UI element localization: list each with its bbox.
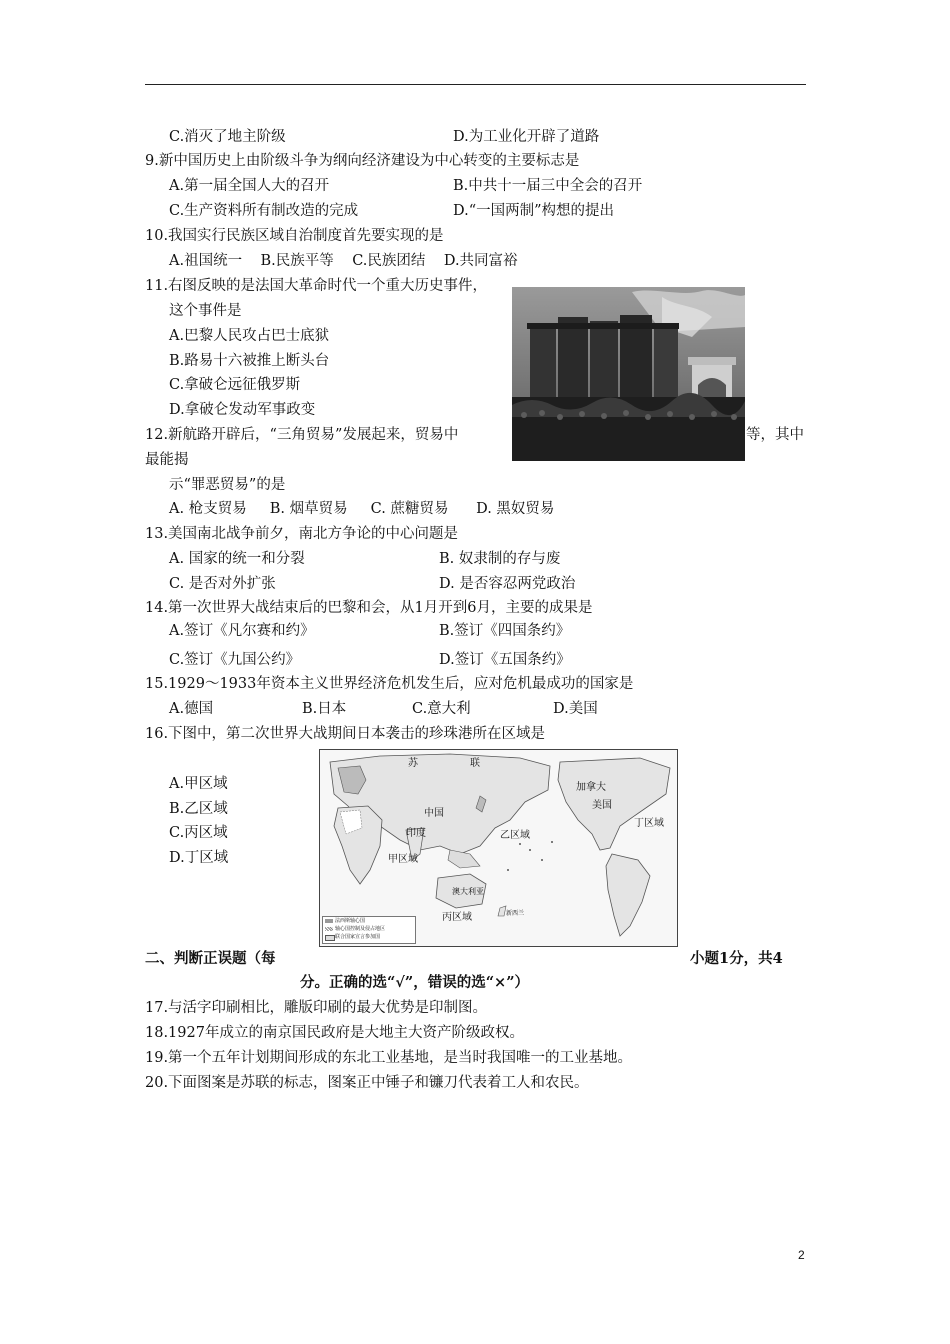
q14-option-c: C.签订《九国公约》 (169, 652, 301, 668)
map-label-ding: 丁区域 (634, 818, 664, 829)
q9-stem: 9.新中国历史上由阶级斗争为纲向经济建设为中心转变的主要标志是 (145, 153, 580, 169)
q9-option-c: C.生产资料所有制改造的完成 (169, 203, 359, 219)
q10-stem: 10.我国实行民族区域自治制度首先要实现的是 (145, 228, 444, 244)
q11-option-a: A.巴黎人民攻占巴士底狱 (169, 328, 330, 344)
section2-instruction: 分。正确的选“√”，错误的选“×”） (300, 974, 530, 991)
map-label-india: 印度 (406, 828, 426, 839)
q8-option-c: C.消灭了地主阶级 (169, 129, 286, 145)
legend-occupied: 轴心国控制及侵占地区 (323, 925, 415, 933)
legend-allies: 联合国家宣言参加国 (323, 933, 415, 941)
q16-option-a: A.甲区域 (169, 776, 228, 792)
q8-option-d: D.为工业化开辟了道路 (453, 129, 600, 145)
q12-stem: 12.新航路开辟后，“三角贸易”发展起来，贸易中 (145, 427, 459, 443)
q19: 19.第一个五年计划期间形成的东北工业基地，是当时我国唯一的工业基地。 (145, 1050, 633, 1066)
header-rule (145, 84, 806, 85)
map-label-china: 中国 (424, 808, 444, 819)
bastille-storming-image (512, 287, 745, 461)
q16-option-d: D.丁区域 (169, 850, 229, 866)
map-label-lian: 联 (470, 758, 480, 769)
legend-axis: 法西斯轴心国 (323, 917, 415, 925)
q13-option-c: C. 是否对外扩张 (169, 576, 276, 592)
q11-stem-cont: 这个事件是 (169, 303, 242, 319)
q11-option-c: C.拿破仑远征俄罗斯 (169, 377, 301, 393)
q16-stem: 16.下图中，第二次世界大战期间日本袭击的珍珠港所在区域是 (145, 726, 546, 742)
q15-option-d: D.美国 (553, 701, 598, 717)
map-label-yi: 乙区域 (500, 830, 530, 841)
q18: 18.1927年成立的南京国民政府是大地主大资产阶级政权。 (145, 1025, 524, 1041)
q9-option-d: D.“一国两制”构想的提出 (453, 203, 615, 219)
q15-option-a: A.德国 (169, 701, 214, 717)
q12-options: A. 枪支贸易 B. 烟草贸易 C. 蔗糖贸易 D. 黑奴贸易 (169, 501, 555, 517)
wwii-world-map (319, 749, 678, 947)
map-label-su: 苏 (408, 758, 418, 769)
q20: 20.下面图案是苏联的标志，图案正中锤子和镰刀代表着工人和农民。 (145, 1075, 589, 1091)
q14-stem: 14.第一次世界大战结束后的巴黎和会，从1月开到6月，主要的成果是 (145, 600, 593, 616)
q17: 17.与活字印刷相比，雕版印刷的最大优势是印制图。 (145, 1000, 488, 1016)
map-label-nz: 新西兰 (506, 910, 525, 917)
q12-stem-cont: 最能揭 (145, 452, 189, 468)
q9-option-a: A.第一届全国人大的召开 (169, 178, 330, 194)
q15-stem: 15.1929～1933年资本主义世界经济危机发生后，应对危机最成功的国家是 (145, 676, 634, 692)
q13-option-d: D. 是否容忍两党政治 (439, 576, 576, 592)
map-label-australia: 澳大利亚 (452, 887, 484, 896)
map-label-canada: 加拿大 (576, 782, 606, 793)
q16-option-c: C.丙区域 (169, 825, 228, 841)
section2-title-right: 小题1分，共4 (690, 950, 783, 967)
section2-title: 二、判断正误题（每 (145, 950, 276, 967)
q15-option-c: C.意大利 (412, 701, 471, 717)
q11-option-b: B.路易十六被推上断头台 (169, 353, 330, 369)
q11-option-d: D.拿破仑发动军事政变 (169, 402, 316, 418)
q9-option-b: B.中共十一届三中全会的召开 (453, 178, 643, 194)
q14-option-b: B.签订《四国条约》 (439, 623, 571, 639)
map-label-jia: 甲区域 (388, 854, 418, 865)
q13-option-a: A. 国家的统一和分裂 (169, 551, 305, 567)
q13-stem: 13.美国南北战争前夕，南北方争论的中心问题是 (145, 526, 459, 542)
q14-option-d: D.签订《五国条约》 (439, 652, 571, 668)
q12-stem-right: 等，其中 (746, 427, 804, 443)
page-number: 2 (798, 1248, 805, 1262)
map-label-usa: 美国 (592, 800, 612, 811)
q14-option-a: A.签订《凡尔赛和约》 (169, 623, 315, 639)
q10-options: A.祖国统一 B.民族平等 C.民族团结 D.共同富裕 (169, 253, 518, 269)
q12-stem-end: 示“罪恶贸易”的是 (169, 477, 286, 493)
q13-option-b: B. 奴隶制的存与废 (439, 551, 561, 567)
map-legend (322, 916, 416, 944)
map-label-bing: 丙区域 (442, 912, 472, 923)
q11-stem: 11.右图反映的是法国大革命时代一个重大历史事件， (145, 278, 488, 294)
q15-option-b: B.日本 (302, 701, 347, 717)
q16-option-b: B.乙区域 (169, 801, 228, 817)
